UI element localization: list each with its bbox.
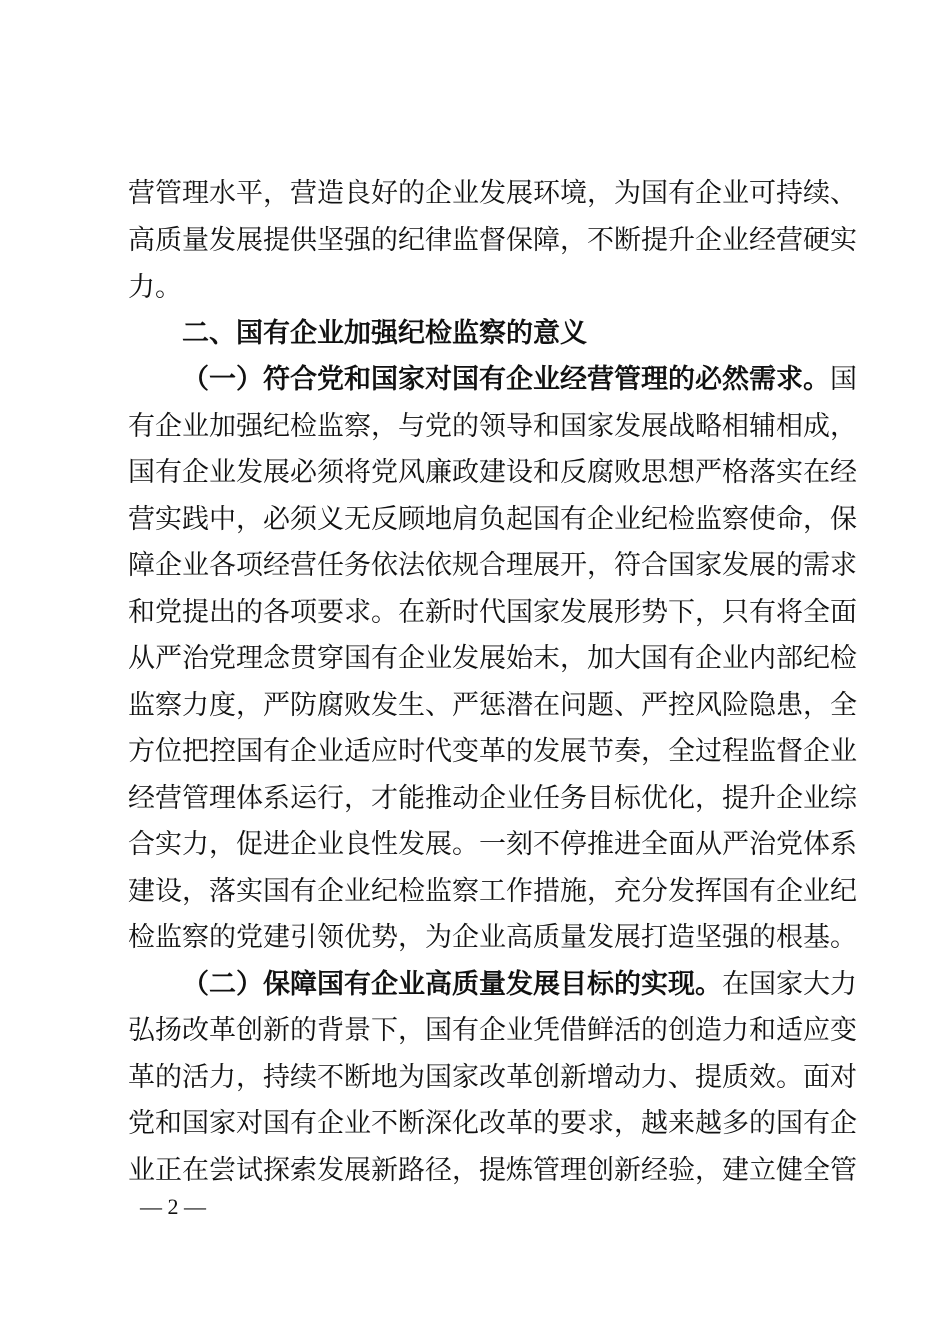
body-line: 业正在尝试探索发展新路径，提炼管理创新经验，建立健全管 — [128, 1155, 857, 1186]
body-line: 高质量发展提供坚强的纪律监督保障，不断提升企业经营硬实 — [128, 225, 857, 256]
body-line: 建设，落实国有企业纪检监察工作措施，充分发挥国有企业纪 — [128, 876, 857, 907]
body-line: 力。 — [128, 272, 182, 303]
body-line: 从严治党理念贯穿国有企业发展始末，加大国有企业内部纪检 — [128, 643, 857, 674]
subsection-title: （一）符合党和国家对国有企业经营管理的必然需求。 — [182, 364, 830, 395]
subsection-title: （二）保障国有企业高质量发展目标的实现。 — [182, 969, 722, 1000]
subsection-first-line — [182, 962, 857, 1008]
body-line: 弘扬改革创新的背景下，国有企业凭借鲜活的创造力和适应变 — [128, 1015, 857, 1046]
body-line: 方位把控国有企业适应时代变革的发展节奏，全过程监督企业 — [128, 736, 857, 767]
body-line: 党和国家对国有企业不断深化改革的要求，越来越多的国有企 — [128, 1108, 857, 1139]
subsection-first-line — [182, 357, 857, 403]
body-line: 革的活力，持续不断地为国家改革创新增动力、提质效。面对 — [128, 1062, 857, 1093]
body-line: 营实践中，必须义无反顾地肩负起国有企业纪检监察使命，保 — [128, 504, 857, 535]
body-line: 合实力，促进企业良性发展。一刻不停推进全面从严治党体系 — [128, 829, 857, 860]
body-line: 营管理水平，营造良好的企业发展环境，为国有企业可持续、 — [128, 178, 857, 209]
body-line: 和党提出的各项要求。在新时代国家发展形势下，只有将全面 — [128, 597, 857, 628]
body-line: 检监察的党建引领优势，为企业高质量发展打造坚强的根基。 — [128, 922, 857, 953]
body-line: 经营管理体系运行，才能推动企业任务目标优化，提升企业综 — [128, 783, 857, 814]
page-number: — 2 — — [140, 1194, 206, 1219]
body-line: 有企业加强纪检监察，与党的领导和国家发展战略相辅相成， — [128, 411, 857, 442]
body-line: 障企业各项经营任务依法依规合理展开，符合国家发展的需求 — [128, 550, 857, 581]
section-heading: 二、国有企业加强纪检监察的意义 — [182, 318, 587, 349]
subsection-first-line-tail: 国 — [830, 364, 857, 395]
subsection-first-line-tail: 在国家大力 — [722, 969, 857, 1000]
body-line: 国有企业发展必须将党风廉政建设和反腐败思想严格落实在经 — [128, 457, 857, 488]
body-line: 监察力度，严防腐败发生、严惩潜在问题、严控风险隐患，全 — [128, 690, 857, 721]
